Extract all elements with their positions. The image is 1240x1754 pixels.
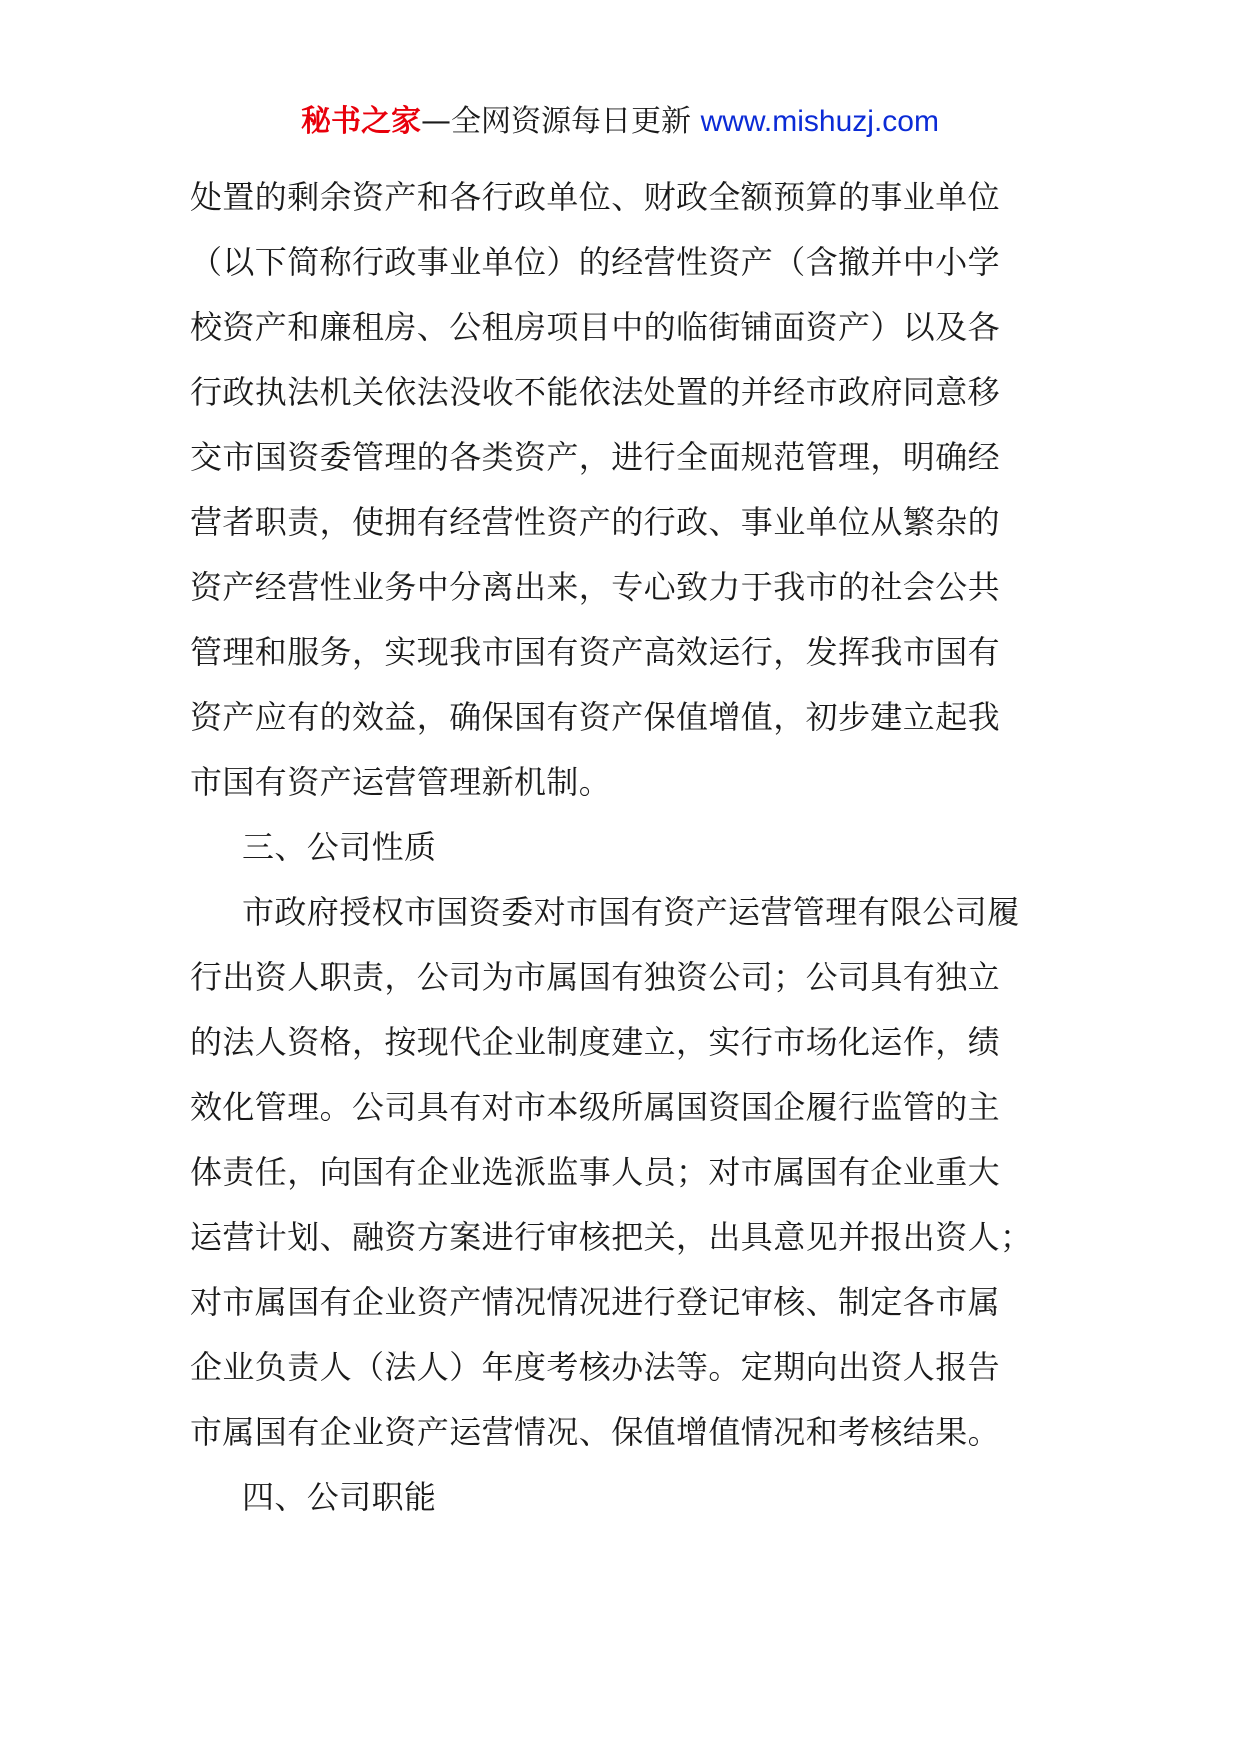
brand-name: 秘书之家: [301, 104, 422, 139]
text-line: 资产应有的效益，确保国有资产保值增值，初步建立起我: [190, 698, 1001, 736]
section-heading-company-nature: [190, 815, 1070, 880]
text-line: 资产经营性业务中分离出来，专心致力于我市的社会公共: [190, 568, 1001, 606]
text-line: 企业负责人（法人）年度考核办法等。定期向出资人报告: [190, 1348, 1001, 1386]
text-line: 效化管理。公司具有对市本级所属国资国企履行监管的主: [190, 1088, 1001, 1126]
document-body: [190, 165, 1070, 1530]
page-header: [0, 100, 1240, 144]
heading-text: 四、公司职能: [242, 1478, 437, 1516]
text-line: 运营计划、融资方案进行审核把关，出具意见并报出资人；: [190, 1218, 1033, 1256]
heading-text: 三、公司性质: [242, 828, 437, 866]
text-line: 交市国资委管理的各类资产，进行全面规范管理，明确经: [190, 438, 1001, 476]
text-line: 营者职责，使拥有经营性资产的行政、事业单位从繁杂的: [190, 503, 1001, 541]
website-url[interactable]: www.mishuzj.com: [700, 105, 939, 138]
paragraph-company-nature: [190, 880, 1070, 1465]
text-line: 市政府授权市国资委对市国有资产运营管理有限公司履: [242, 893, 1020, 931]
paragraph-continued: [190, 165, 1070, 815]
header-tagline: —全网资源每日更新: [421, 104, 701, 139]
section-heading-company-functions: [190, 1465, 1070, 1530]
text-line: （以下简称行政事业单位）的经营性资产（含撤并中小学: [190, 243, 1001, 281]
text-line: 市属国有企业资产运营情况、保值增值情况和考核结果。: [190, 1413, 1001, 1451]
text-line: 的法人资格，按现代企业制度建立，实行市场化运作，绩: [190, 1023, 1001, 1061]
text-line: 对市属国有企业资产情况情况进行登记审核、制定各市属: [190, 1283, 1001, 1321]
text-line: 市国有资产运营管理新机制。: [190, 763, 612, 801]
text-line: 体责任，向国有企业选派监事人员；对市属国有企业重大: [190, 1153, 1001, 1191]
text-line: 校资产和廉租房、公租房项目中的临街铺面资产）以及各: [190, 308, 1001, 346]
text-line: 处置的剩余资产和各行政单位、财政全额预算的事业单位: [190, 178, 1001, 216]
text-line: 管理和服务，实现我市国有资产高效运行，发挥我市国有: [190, 633, 1001, 671]
text-line: 行出资人职责，公司为市属国有独资公司；公司具有独立: [190, 958, 1001, 996]
text-line: 行政执法机关依法没收不能依法处置的并经市政府同意移: [190, 373, 1001, 411]
